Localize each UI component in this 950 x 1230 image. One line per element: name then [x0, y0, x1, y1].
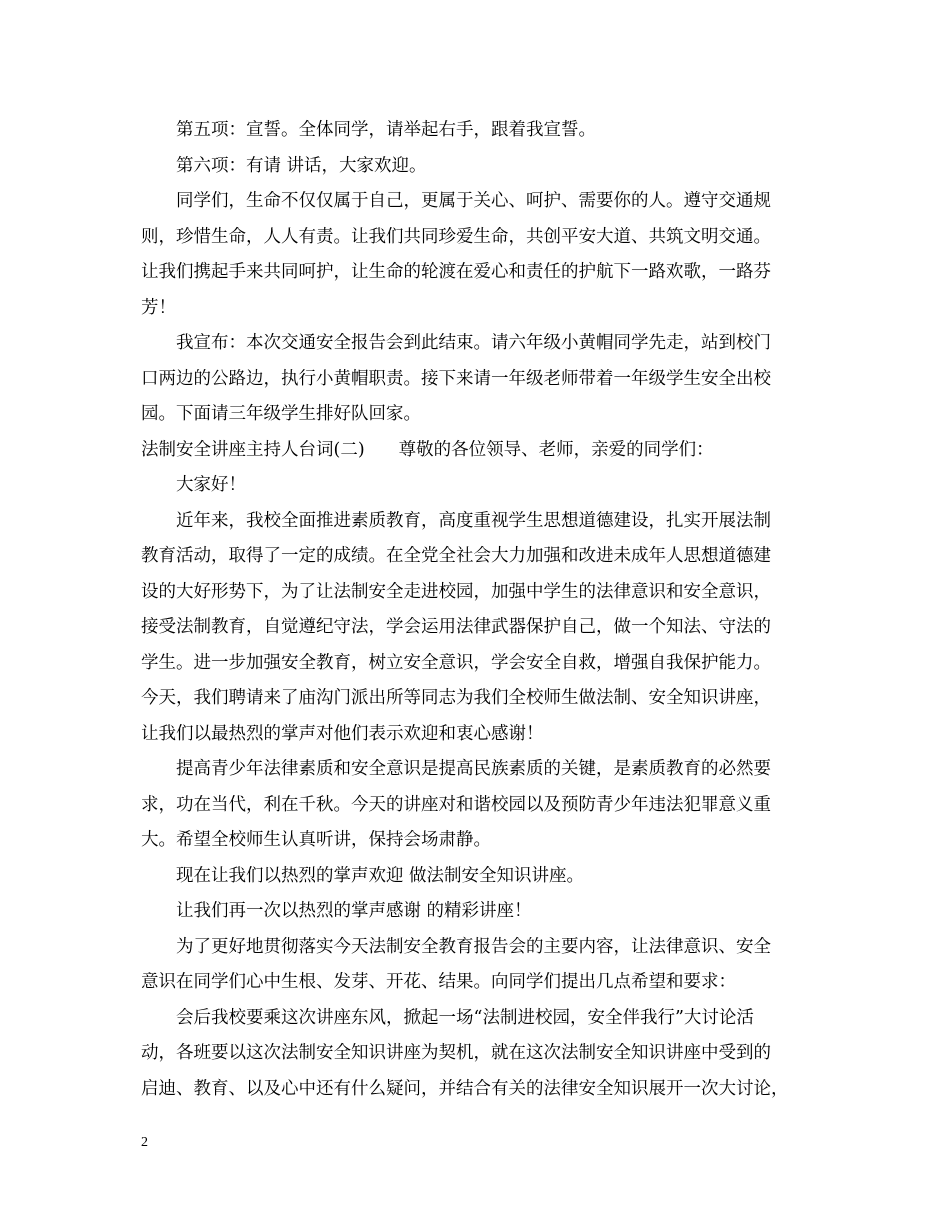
- paragraph-line: 让我们再一次以热烈的掌声感谢 的精彩讲座！: [176, 901, 532, 921]
- paragraph-line: 意识在同学们心中生根、发芽、开花、结果。向同学们提出几点希望和要求：: [141, 972, 736, 992]
- paragraph-line: 今天，我们聘请来了庙沟门派出所等同志为我们全校师生做法制、安全知识讲座，: [141, 688, 771, 708]
- paragraph-line: 动，各班要以这次法制安全知识讲座为契机，就在这次法制安全知识讲座中受到的: [141, 1043, 771, 1063]
- paragraph-line: 近年来，我校全面推进素质教育，高度重视学生思想道德建设，扎实开展法制: [176, 510, 771, 531]
- paragraph-line: 学生。进一步加强安全教育，树立安全意识，学会安全自救，增强自我保护能力。: [141, 652, 771, 673]
- paragraph-line: 会后我校要乘这次讲座东风，掀起一场“法制进校园，安全伴我行”大讨论活: [176, 1007, 754, 1028]
- paragraph-line: 芳！: [141, 297, 176, 318]
- paragraph-line: 则，珍惜生命，人人有责。让我们共同珍爱生命，共创平安大道、共筑文明交通。: [141, 226, 771, 247]
- paragraph-line: 我宣布：本次交通安全报告会到此结束。请六年级小黄帽同学先走，站到校门: [176, 333, 771, 353]
- section-title: 法制安全讲座主持人台词(二): [141, 439, 365, 460]
- paragraph-line: 大家好！: [176, 475, 246, 495]
- paragraph-line: 大。希望全校师生认真听讲，保持会场肃静。: [141, 830, 491, 850]
- paragraph-line: 求，功在当代，利在千秋。今天的讲座对和谐校园以及预防青少年违法犯罪意义重: [141, 794, 771, 815]
- paragraph-line: 设的大好形势下，为了让法制安全走进校园，加强中学生的法律意识和安全意识，: [141, 581, 771, 602]
- paragraph-line: 提高青少年法律素质和安全意识是提高民族素质的关键，是素质教育的必然要: [176, 759, 771, 779]
- paragraph-line: 第五项：宣誓。全体同学，请举起右手，跟着我宣誓。: [176, 120, 596, 140]
- greeting: 尊敬的各位领导、老师，亲爱的同学们：: [398, 439, 714, 460]
- document-body: [141, 113, 815, 1107]
- paragraph-line: 园。下面请三年级学生排好队回家。: [141, 404, 421, 424]
- paragraph-line: 第六项：有请 讲话，大家欢迎。: [176, 155, 427, 176]
- section-heading-line: [141, 433, 815, 469]
- paragraph-line: 口两边的公路边，执行小黄帽职责。接下来请一年级老师带着一年级学生安全出校: [141, 368, 771, 389]
- paragraph-line: 教育活动，取得了一定的成绩。在全党全社会大力加强和改进未成年人思想道德建: [141, 546, 771, 566]
- paragraph-line: 为了更好地贯彻落实今天法制安全教育报告会的主要内容，让法律意识、安全: [176, 936, 771, 957]
- paragraph-line: 启迪、教育、以及心中还有什么疑问，并结合有关的法律安全知识展开一次大讨论，: [141, 1078, 789, 1099]
- paragraph-line: 让我们携起手来共同呵护，让生命的轮渡在爱心和责任的护航下一路欢歌，一路芬: [141, 262, 771, 282]
- page-number: 2: [141, 1135, 148, 1150]
- paragraph-line: 让我们以最热烈的掌声对他们表示欢迎和衷心感谢！: [141, 723, 544, 744]
- paragraph-line: 同学们，生命不仅仅属于自己，更属于关心、呵护、需要你的人。遵守交通规: [176, 191, 771, 211]
- paragraph-line: 接受法制教育，自觉遵纪守法，学会运用法律武器保护自己，做一个知法、守法的: [141, 617, 771, 637]
- paragraph-line: 现在让我们以热烈的掌声欢迎 做法制安全知识讲座。: [176, 865, 585, 886]
